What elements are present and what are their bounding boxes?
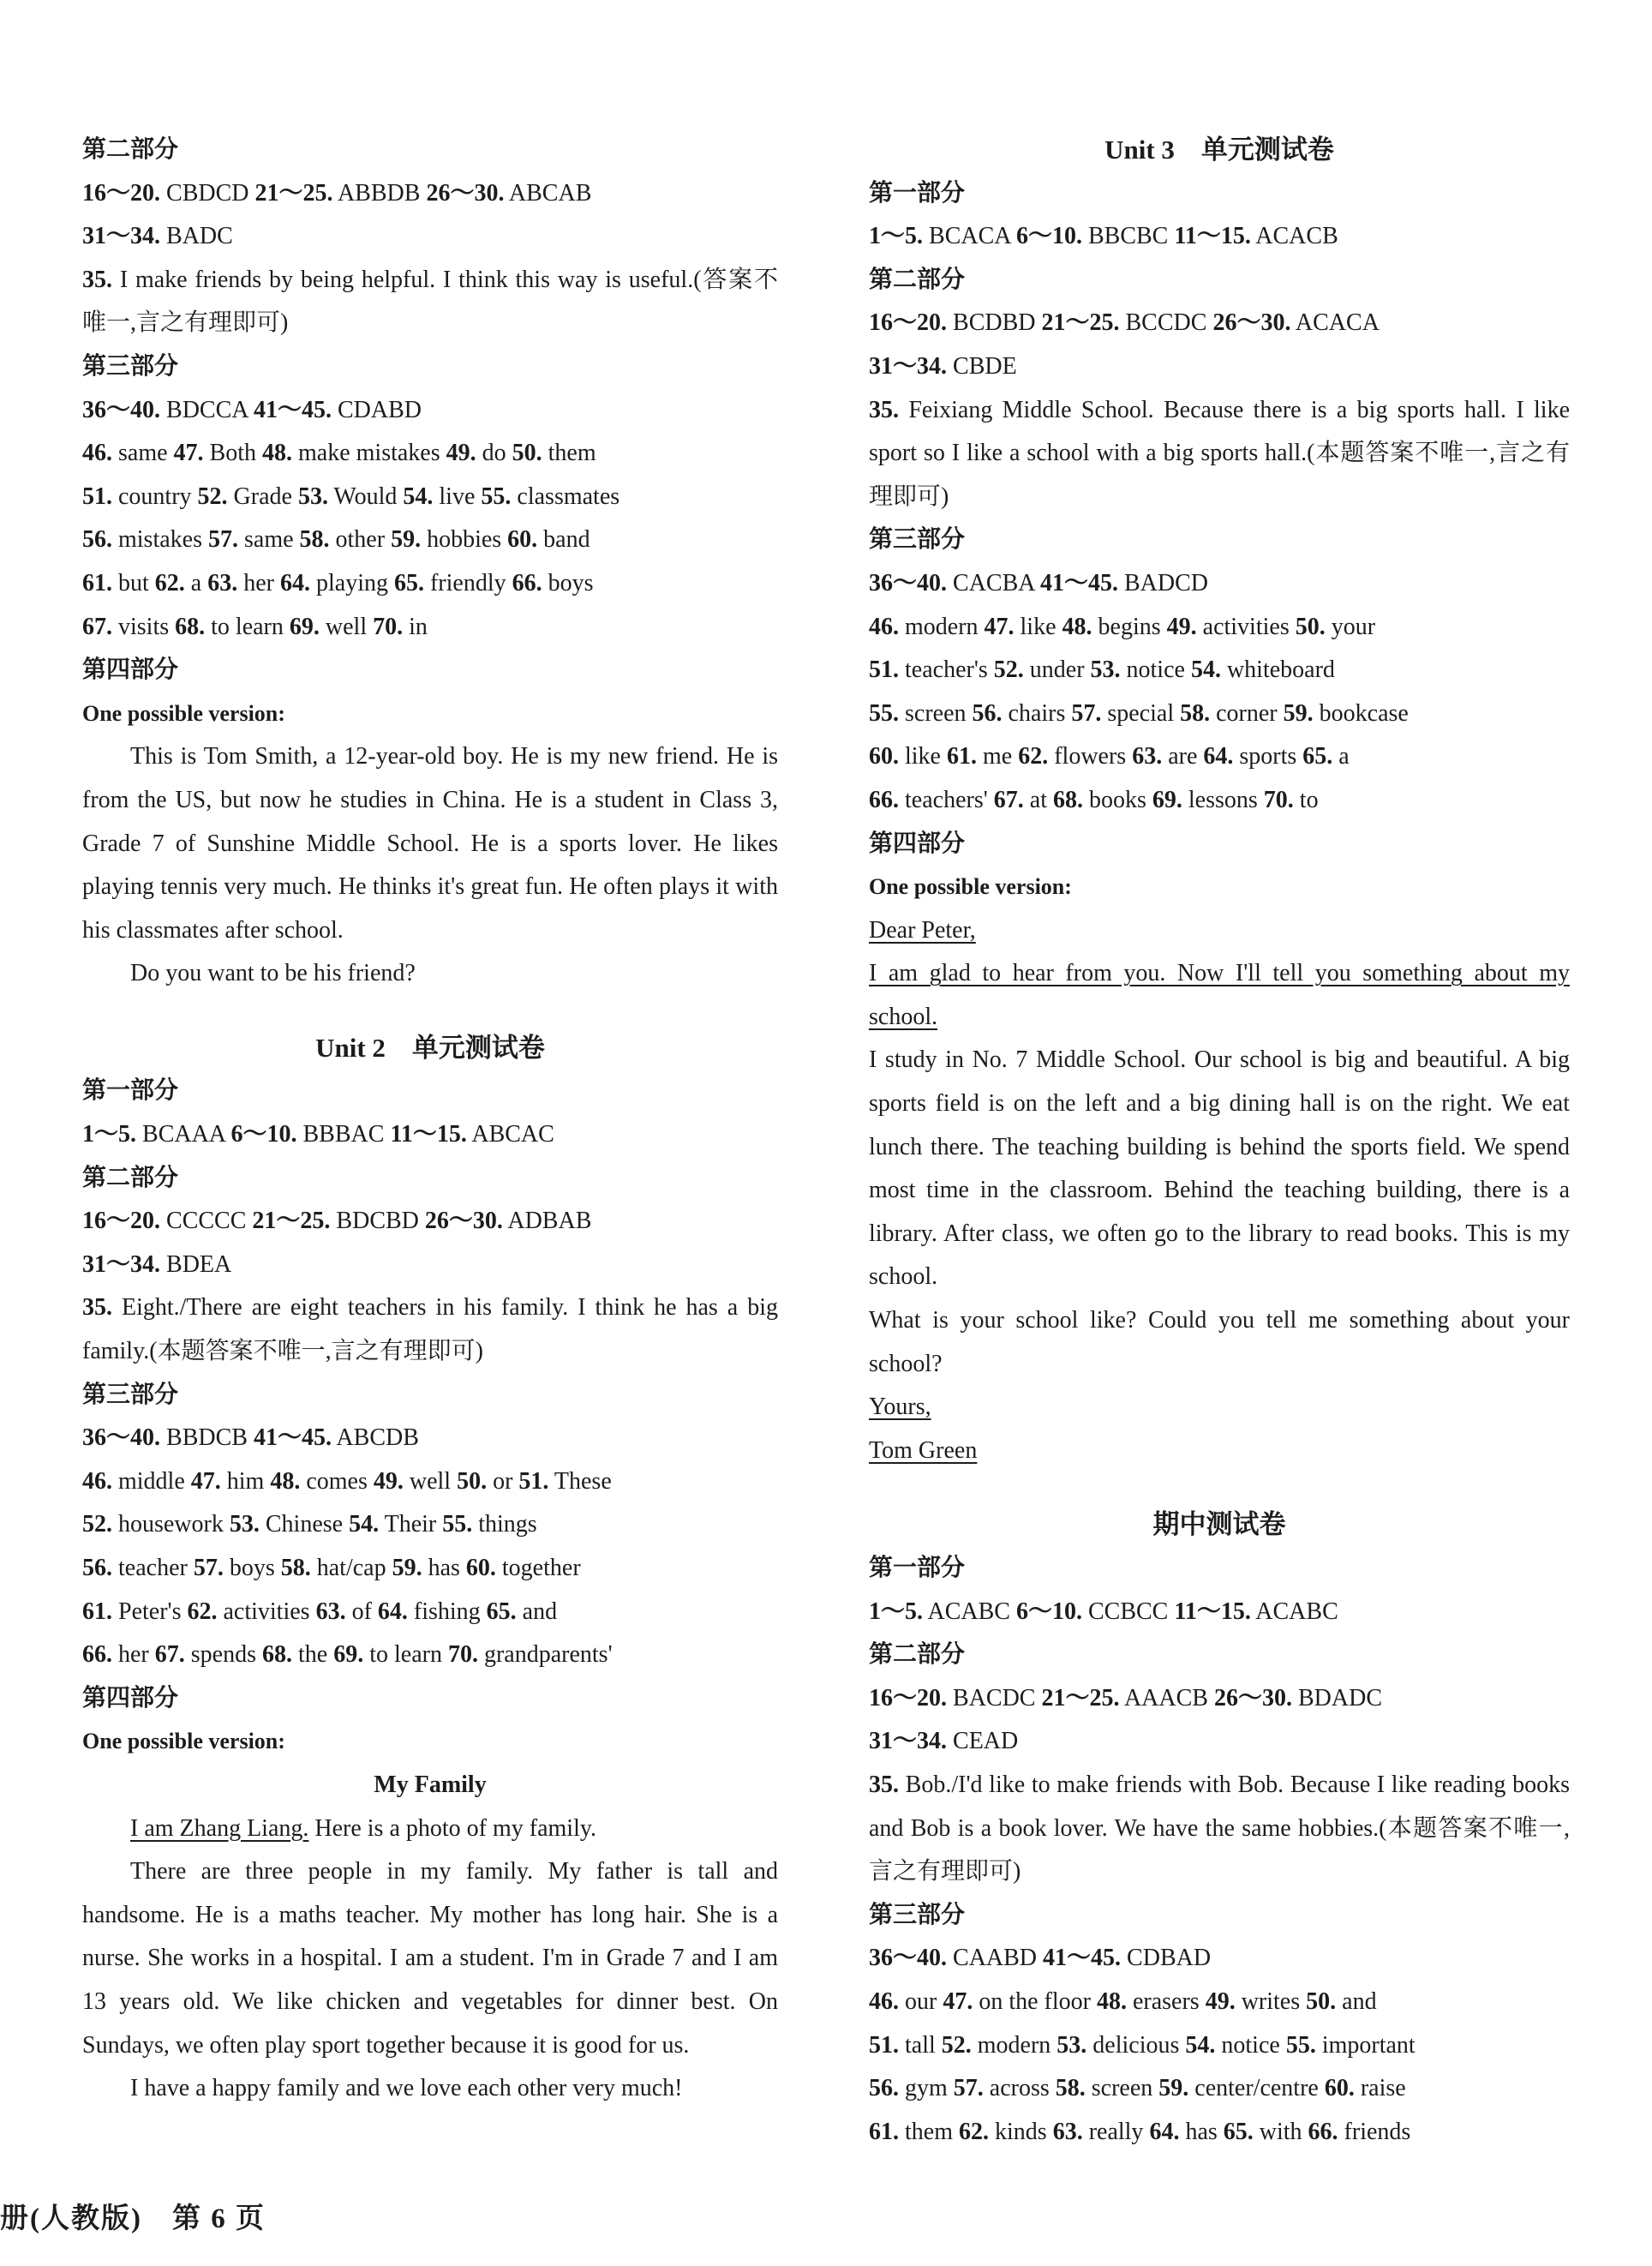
unit-title: Unit 2 单元测试卷 <box>315 1032 545 1063</box>
question-number: 21～25. <box>1041 1684 1120 1711</box>
question-number: 60. <box>1324 2075 1355 2102</box>
question-number: 58. <box>1055 2075 1086 2102</box>
section-heading: 第四部分 <box>82 656 179 684</box>
answer-line: 36～40. CACBA 41～45. BADCD <box>869 569 1208 596</box>
question-number: 26～30. <box>426 179 505 207</box>
question-number: 63. <box>1132 743 1163 770</box>
question-number: 65. <box>486 1598 517 1625</box>
question-number: 66. <box>1308 2118 1338 2145</box>
question-number: 56. <box>972 699 1003 727</box>
question-number: 36～40. <box>82 1424 161 1452</box>
section-heading: 第一部分 <box>869 179 966 207</box>
question-number: 16～20. <box>869 1684 948 1711</box>
answer-line: 66. teachers' 67. at 68. books 69. lessons 70. to <box>869 786 1319 813</box>
question-number: 65. <box>393 569 424 596</box>
question-number: 67. <box>993 786 1024 813</box>
question-number: 62. <box>1018 743 1049 770</box>
question-number: 48. <box>262 440 292 467</box>
question-number: 65. <box>1302 743 1333 770</box>
question-number: 60. <box>465 1555 496 1581</box>
question-number: 64. <box>1203 743 1234 770</box>
question-number: 63. <box>207 569 238 596</box>
question-number: 31～34. <box>869 352 948 380</box>
answer-line: 66. her 67. spends 68. the 69. to learn 70. grandparents' <box>82 1641 613 1669</box>
answer-line: 31～34. CBDE <box>869 352 1017 380</box>
question-number: 47. <box>984 613 1015 640</box>
section-heading: 第二部分 <box>82 136 179 163</box>
question-number: 35. <box>82 266 112 293</box>
answer-line: 51. country 52. Grade 53. Would 54. live 55. classmates <box>82 483 620 510</box>
question-number: 70. <box>373 613 404 640</box>
section-heading: 第二部分 <box>82 1164 179 1191</box>
right-column <box>869 129 1570 2154</box>
question-number: 66. <box>869 786 899 813</box>
question-number: 11～15. <box>1174 223 1251 250</box>
question-number: 46. <box>869 613 899 640</box>
question-number: 52. <box>993 656 1024 684</box>
question-number: 51. <box>869 656 899 684</box>
question-number: 50. <box>1295 613 1326 640</box>
question-number: 41～45. <box>1043 1945 1122 1972</box>
question-number: 59. <box>392 1555 422 1581</box>
question-number: 26～30. <box>1212 309 1291 337</box>
left-column <box>82 129 778 2111</box>
essay-paragraph <box>82 1807 778 1851</box>
question-number: 58. <box>1180 699 1211 727</box>
question-number: 16～20. <box>82 1208 161 1235</box>
question-number: 64. <box>377 1598 408 1625</box>
question-number: 68. <box>1052 786 1083 813</box>
question-number: 48. <box>270 1467 301 1495</box>
question-number: 51. <box>869 2031 899 2059</box>
question-number: 51. <box>518 1467 549 1495</box>
question-number: 49. <box>1205 1987 1236 2015</box>
answer-line: 51. tall 52. modern 53. delicious 54. notice 55. important <box>869 2031 1416 2059</box>
question-number: 52. <box>197 483 228 510</box>
question-number: 46. <box>82 440 112 467</box>
question-number: 41～45. <box>253 396 332 423</box>
answer-line: 46. same 47. Both 48. make mistakes 49. do 50. them <box>82 440 596 467</box>
question-number: 63. <box>1052 2118 1083 2145</box>
question-number: 31～34. <box>82 223 161 250</box>
answer-line: 56. mistakes 57. same 58. other 59. hobbies 60. band <box>82 526 590 554</box>
version-label: One possible version: <box>869 874 1072 900</box>
question-number: 21～25. <box>252 1208 331 1235</box>
answer-paragraph: 35. Bob./I'd like to make friends with Bob. Because I like reading books and Bob is a book lover. We have the same hobbies.(本题答案不唯一,言之有理即可) <box>869 1771 1570 1885</box>
question-number: 55. <box>481 483 512 510</box>
letter-body: I study in No. 7 Middle School. Our school is big and beautiful. A big sports field is on the left and a big dining hall is on the right. We eat lunch there. The teaching building is behind the sports field. We spend most time in the classroom. Behind the teaching building, there is a library. After class, we often go to the library to read books. This is my school. <box>869 1046 1570 1291</box>
answer-line: 55. screen 56. chairs 57. special 58. corner 59. bookcase <box>869 699 1409 727</box>
essay-paragraph: This is Tom Smith, a 12-year-old boy. He is my new friend. He is from the US, but now he studies in China. He is a student in Class 3, Grade 7 of Sunshine Middle School. He is a sports lover. He likes playing tennis very much. He thinks it's great fun. He often plays it with his classmates after school. <box>82 743 778 944</box>
question-number: 31～34. <box>869 1728 948 1755</box>
question-number: 55. <box>442 1511 473 1538</box>
answer-line: 16～20. CCCCC 21～25. BDCBD 26～30. ADBAB <box>82 1208 592 1235</box>
question-number: 16～20. <box>82 179 161 207</box>
answer-line: 16～20. BCDBD 21～25. BCCDC 26～30. ACACA <box>869 309 1380 337</box>
section-heading: 第三部分 <box>82 352 179 380</box>
question-number: 21～25. <box>254 179 333 207</box>
question-number: 66. <box>82 1641 112 1669</box>
exam-title: 期中测试卷 <box>1152 1509 1286 1540</box>
answer-paragraph: 35. Eight./There are eight teachers in his family. I think he has a big family.(本题答案不唯一,言之有理即可) <box>82 1294 778 1365</box>
question-number: 52. <box>82 1511 112 1538</box>
question-number: 70. <box>1263 786 1294 813</box>
question-number: 54. <box>403 483 434 510</box>
underlined-sentence: I am Zhang Liang. <box>130 1814 309 1842</box>
question-number: 53. <box>1056 2031 1087 2059</box>
section-heading: 第四部分 <box>82 1684 179 1711</box>
question-number: 1～5. <box>82 1121 137 1148</box>
question-number: 57. <box>193 1555 224 1581</box>
question-number: 57. <box>208 526 238 554</box>
question-number: 62. <box>959 2118 989 2145</box>
section-heading: 第一部分 <box>869 1555 966 1581</box>
question-number: 50. <box>1306 1987 1337 2015</box>
answer-paragraph: 35. I make friends by being helpful. I think this way is useful.(答案不唯一,言之有理即可) <box>82 266 778 337</box>
question-number: 49. <box>373 1467 404 1495</box>
letter-greeting: Dear Peter, <box>869 916 976 944</box>
question-number: 56. <box>82 526 112 554</box>
question-number: 62. <box>187 1598 218 1625</box>
question-number: 11～15. <box>390 1121 467 1148</box>
answer-line: 16～20. CBDCD 21～25. ABBDB 26～30. ABCAB <box>82 179 592 207</box>
letter-question: What is your school like? Could you tell me something about your school? <box>869 1307 1570 1377</box>
answer-line: 51. teacher's 52. under 53. notice 54. whiteboard <box>869 656 1335 684</box>
letter-intro: I am glad to hear from you. Now I'll tell you something about my school. <box>869 960 1570 1030</box>
section-heading: 第二部分 <box>869 266 966 293</box>
unit-title: Unit 3 单元测试卷 <box>1104 135 1334 165</box>
question-number: 41～45. <box>253 1424 332 1452</box>
question-number: 54. <box>1185 2031 1216 2059</box>
essay-text: Here is a photo of my family. <box>308 1814 597 1842</box>
question-number: 56. <box>82 1555 112 1581</box>
answer-line: 46. modern 47. like 48. begins 49. activities 50. your <box>869 613 1376 640</box>
question-number: 36～40. <box>869 1945 948 1972</box>
question-number: 49. <box>1166 613 1197 640</box>
question-number: 54. <box>1190 656 1221 684</box>
question-number: 69. <box>289 613 320 640</box>
question-number: 1～5. <box>869 223 924 250</box>
letter-signature: Tom Green <box>869 1436 978 1464</box>
question-number: 6～10. <box>1015 1598 1082 1625</box>
question-number: 53. <box>1090 656 1121 684</box>
answer-line: 31～34. BDEA <box>82 1250 232 1278</box>
question-number: 66. <box>512 569 542 596</box>
question-number: 60. <box>507 526 538 554</box>
question-number: 58. <box>280 1555 311 1581</box>
section-heading: 第四部分 <box>869 830 966 857</box>
answer-line: 52. housework 53. Chinese 54. Their 55. things <box>82 1511 537 1538</box>
question-number: 36～40. <box>82 396 161 423</box>
question-number: 35. <box>869 1771 899 1798</box>
answer-line: 36～40. CAABD 41～45. CDBAD <box>869 1945 1212 1972</box>
answer-line: 67. visits 68. to learn 69. well 70. in <box>82 613 428 640</box>
answer-line: 31～34. CEAD <box>869 1728 1019 1755</box>
answer-paragraph: 35. Feixiang Middle School. Because there is a big sports hall. I like sport so I like a school with a big sports hall.(本题答案不唯一,言之有理即可) <box>869 396 1570 510</box>
section-heading: 第一部分 <box>82 1077 179 1105</box>
question-number: 61. <box>947 743 977 770</box>
answer-line: 61. but 62. a 63. her 64. playing 65. friendly 66. boys <box>82 569 594 596</box>
question-number: 47. <box>190 1467 221 1495</box>
question-number: 50. <box>457 1467 488 1495</box>
question-number: 64. <box>1149 2118 1180 2145</box>
version-label: One possible version: <box>82 1729 285 1754</box>
question-number: 51. <box>82 483 112 510</box>
essay-title: My Family <box>374 1771 487 1798</box>
question-number: 36～40. <box>869 569 948 596</box>
question-number: 59. <box>391 526 422 554</box>
question-number: 57. <box>1071 699 1102 727</box>
question-number: 31～34. <box>82 1250 161 1278</box>
question-number: 46. <box>82 1467 112 1495</box>
question-number: 56. <box>869 2075 899 2102</box>
question-number: 59. <box>1283 699 1314 727</box>
question-number: 55. <box>869 699 899 727</box>
question-number: 70. <box>447 1641 478 1669</box>
question-number: 58. <box>299 526 330 554</box>
answer-line: 56. gym 57. across 58. screen 59. center/centre 60. raise <box>869 2075 1406 2102</box>
question-number: 61. <box>82 569 112 596</box>
question-number: 59. <box>1158 2075 1189 2102</box>
question-number: 49. <box>446 440 476 467</box>
question-number: 69. <box>1152 786 1182 813</box>
question-number: 46. <box>869 1987 899 2015</box>
question-number: 16～20. <box>869 309 948 337</box>
question-number: 63. <box>315 1598 346 1625</box>
letter-closing: Yours, <box>869 1394 931 1421</box>
question-number: 35. <box>82 1294 112 1322</box>
essay-paragraph: I have a happy family and we love each other very much! <box>130 2075 683 2102</box>
answer-line: 60. like 61. me 62. flowers 63. are 64. sports 65. a <box>869 743 1350 770</box>
question-number: 48. <box>1062 613 1092 640</box>
question-number: 68. <box>262 1641 292 1669</box>
answer-line: 1～5. BCAAA 6～10. BBBAC 11～15. ABCAC <box>82 1121 554 1148</box>
question-number: 21～25. <box>1041 309 1120 337</box>
question-number: 41～45. <box>1039 569 1118 596</box>
question-number: 55. <box>1285 2031 1316 2059</box>
section-heading: 第二部分 <box>869 1641 966 1669</box>
answer-line: 36～40. BBDCB 41～45. ABCDB <box>82 1424 419 1452</box>
question-number: 26～30. <box>424 1208 503 1235</box>
question-number: 26～30. <box>1213 1684 1292 1711</box>
question-number: 61. <box>869 2118 899 2145</box>
question-number: 11～15. <box>1174 1598 1251 1625</box>
section-heading: 第三部分 <box>869 526 966 554</box>
question-number: 6～10. <box>230 1121 297 1148</box>
section-heading: 第三部分 <box>82 1381 179 1408</box>
question-number: 62. <box>154 569 185 596</box>
question-number: 67. <box>154 1641 185 1669</box>
answer-line: 31～34. BADC <box>82 223 233 250</box>
question-number: 60. <box>869 743 899 770</box>
answer-line: 16～20. BACDC 21～25. AAACB 26～30. BDADC <box>869 1684 1382 1711</box>
question-number: 69. <box>333 1641 364 1669</box>
question-number: 65. <box>1223 2118 1254 2145</box>
answer-line: 61. Peter's 62. activities 63. of 64. fishing 65. and <box>82 1598 558 1625</box>
question-number: 35. <box>869 396 899 423</box>
question-number: 47. <box>173 440 204 467</box>
question-number: 50. <box>512 440 542 467</box>
answer-line: 56. teacher 57. boys 58. hat/cap 59. has 60. together <box>82 1555 581 1581</box>
question-number: 1～5. <box>869 1598 924 1625</box>
question-number: 67. <box>82 613 112 640</box>
question-number: 53. <box>297 483 328 510</box>
page-footer: 册(人教版) 第 6 页 <box>0 2203 266 2234</box>
question-number: 47. <box>943 1987 973 2015</box>
answer-line: 46. middle 47. him 48. comes 49. well 50. or 51. These <box>82 1467 612 1495</box>
answer-line: 1～5. BCACA 6～10. BBCBC 11～15. ACACB <box>869 223 1338 250</box>
answer-line: 46. our 47. on the floor 48. erasers 49. writes 50. and <box>869 1987 1377 2015</box>
answer-line: 1～5. ACABC 6～10. CCBCC 11～15. ACABC <box>869 1598 1338 1625</box>
essay-paragraph: There are three people in my family. My father is tall and handsome. He is a maths teacher. My mother has long hair. She is a nurse. She works in a hospital. I am a student. I'm in Grade 7 and I am 13 years old. We like chicken and vegetables for dinner best. On Sundays, we often play sport together because it is good for us. <box>82 1858 778 2059</box>
answer-line: 36～40. BDCCA 41～45. CDABD <box>82 396 422 423</box>
essay-paragraph: Do you want to be his friend? <box>130 960 416 987</box>
version-label: One possible version: <box>82 700 285 726</box>
question-number: 52. <box>941 2031 972 2059</box>
question-number: 61. <box>82 1598 112 1625</box>
question-number: 64. <box>279 569 310 596</box>
section-heading: 第三部分 <box>869 1901 966 1928</box>
question-number: 54. <box>349 1511 380 1538</box>
question-number: 68. <box>175 613 206 640</box>
question-number: 6～10. <box>1015 223 1082 250</box>
question-number: 57. <box>953 2075 984 2102</box>
question-number: 53. <box>229 1511 260 1538</box>
question-number: 48. <box>1096 1987 1127 2015</box>
answer-line: 61. them 62. kinds 63. really 64. has 65. with 66. friends <box>869 2118 1411 2145</box>
